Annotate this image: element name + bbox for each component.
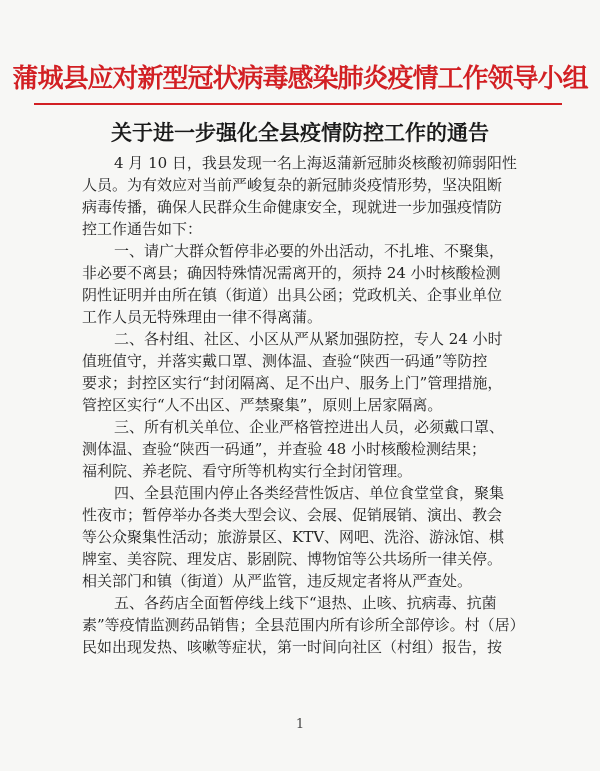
body-line: 相关部门和镇（街道）从严监管，违反规定者将从严查处。 bbox=[82, 572, 473, 590]
body-line: 福利院、养老院、看守所等机构实行全封闭管理。 bbox=[82, 462, 413, 480]
body-line: 民如出现发热、咳嗽等症状，第一时间向社区（村组）报告，按 bbox=[82, 638, 503, 656]
body-line: 素”等疫情监测药品销售；全县范围内所有诊所全部停诊。村（居） bbox=[82, 616, 525, 634]
body-line: 等公众聚集性活动；旅游景区、KTV、网吧、洗浴、游泳馆、棋 bbox=[82, 528, 505, 546]
notice-body bbox=[82, 152, 525, 658]
body-line: 值班值守，并落实戴口罩、测体温、查验“陕西一码通”等防控 bbox=[82, 352, 488, 370]
body-line: 要求；封控区实行“封闭隔离、足不出户、服务上门”管理措施， bbox=[82, 374, 503, 392]
body-line: 管控区实行“人不出区、严禁聚集”，原则上居家隔离。 bbox=[82, 396, 443, 414]
body-line: 阴性证明并由所在镇（街道）出具公函；党政机关、企事业单位 bbox=[82, 286, 503, 304]
issuer-header: 蒲城县应对新型冠状病毒感染肺炎疫情工作领导小组 bbox=[12, 64, 588, 94]
body-line: 工作人员无特殊理由一律不得离蒲。 bbox=[82, 308, 323, 326]
body-line: 四、全县范围内停止各类经营性饭店、单位食堂堂食，聚集 bbox=[114, 484, 505, 502]
red-divider-line bbox=[34, 103, 562, 105]
body-line: 牌室、美容院、理发店、影剧院、博物馆等公共场所一律关停。 bbox=[82, 550, 503, 568]
body-line: 人员。为有效应对当前严峻复杂的新冠肺炎疫情形势，坚决阻断 bbox=[82, 176, 503, 194]
body-line: 病毒传播，确保人民群众生命健康安全，现就进一步加强疫情防 bbox=[82, 198, 503, 216]
body-line: 性夜市；暂停举办各类大型会议、会展、促销展销、演出、教会 bbox=[82, 506, 503, 524]
body-line: 控工作通告如下： bbox=[82, 220, 203, 238]
page-number: 1 bbox=[295, 717, 305, 732]
notice-title: 关于进一步强化全县疫情防控工作的通告 bbox=[111, 120, 489, 145]
body-line: 非必要不离县；确因特殊情况需离开的，须持 24 小时核酸检测 bbox=[82, 264, 501, 282]
body-line: 三、所有机关单位、企业严格管控进出人员，必须戴口罩、 bbox=[114, 418, 505, 436]
body-line: 一、请广大群众暂停非必要的外出活动，不扎堆、不聚集， bbox=[114, 242, 505, 260]
body-line: 测体温、查验“陕西一码通”，并查验 48 小时核酸检测结果； bbox=[82, 440, 486, 458]
body-line: 4 月 10 日，我县发现一名上海返蒲新冠肺炎核酸初筛弱阳性 bbox=[114, 154, 517, 172]
body-line: 二、各村组、社区、小区从严从紧加强防控，专人 24 小时 bbox=[114, 330, 503, 348]
body-line: 五、各药店全面暂停线上线下“退热、止咳、抗病毒、抗菌 bbox=[114, 594, 497, 612]
